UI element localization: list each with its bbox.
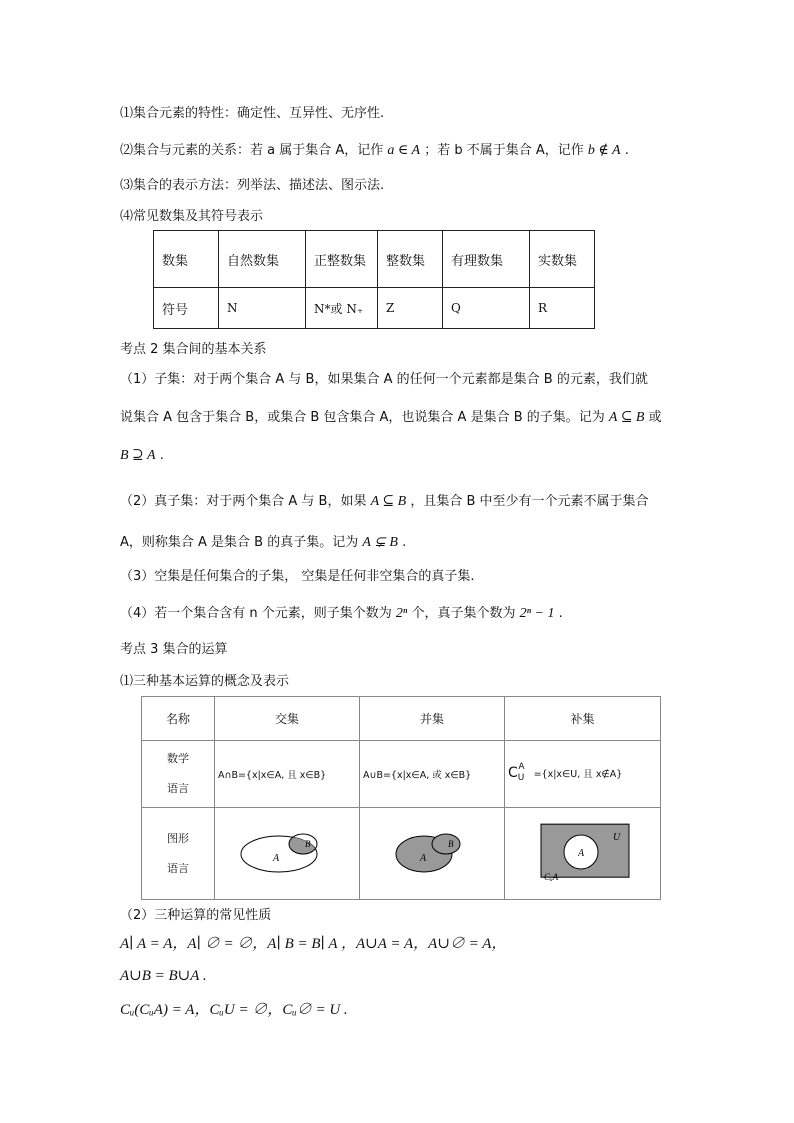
table-row — [142, 808, 661, 900]
proper-subset-line-1 — [120, 492, 649, 512]
table-header-cell: 数集 — [154, 231, 219, 288]
subset-para-line-3 — [120, 446, 164, 466]
venn-label-cua: CᵤA — [543, 872, 558, 882]
subset-para-line-2 — [120, 408, 662, 428]
proper-subset-text-c: A，则称集合 A 是集合 B 的真子集。记为 — [120, 535, 359, 550]
subset-para-line-1: （1）子集：对于两个集合 A 与 B，如果集合 A 的任何一个元素都是集合 B 的元素，我们就 — [120, 372, 648, 387]
text-line-1: ⑴集合元素的特性：确定性、互异性、无序性. — [120, 106, 385, 121]
table-header-cell: 有理数集 — [443, 231, 530, 288]
symbol-b-notin-A: b ∉ A — [587, 143, 621, 158]
venn-label-u: U — [612, 832, 620, 843]
union-venn-cell — [360, 808, 505, 900]
complement-sub-u: U — [517, 772, 525, 783]
intersection-venn-diagram — [217, 808, 358, 896]
label-line-2: 语言 — [167, 782, 189, 795]
table-header-cell: 整数集 — [378, 231, 443, 288]
table-cell: N — [219, 288, 306, 329]
symbol-A-subseteq-B: A ⊆ B — [608, 410, 645, 425]
label-line-1: 数学 — [167, 752, 189, 765]
table-header-cell: 名称 — [142, 697, 215, 741]
proper-subset-text-b: ，且集合 B 中至少有一个元素不属于集合 — [410, 494, 649, 509]
table-cell: Q — [443, 288, 530, 329]
subset-count-text-c: . — [558, 606, 563, 621]
property-line-3: Cᵤ(CᵤA) = A，CᵤU = ∅，Cᵤ∅ = U . — [120, 1002, 348, 1018]
operations-table — [141, 696, 661, 900]
table-header-cell: 实数集 — [530, 231, 595, 288]
label-line-1: 图形 — [167, 831, 189, 845]
period: . — [159, 448, 164, 463]
symbol-2-pow-n: 2ⁿ — [395, 606, 408, 621]
table-header-cell: 补集 — [505, 697, 661, 741]
table-header-cell: 正整数集 — [306, 231, 378, 288]
venn-label-b: B — [304, 839, 310, 849]
text-line-2 — [120, 141, 629, 161]
table-header-cell: 并集 — [360, 697, 505, 741]
table-cell: N*或 N₊ — [306, 288, 378, 329]
text-line-2-part-a: ⑵集合与元素的关系：若 a 属于集合 A，记作 — [120, 143, 384, 158]
text-line-3: ⑶集合的表示方法：列举法、描述法、图示法. — [120, 178, 385, 193]
symbol-A-subseteq-B-2: A ⊆ B — [370, 494, 407, 509]
venn-label-a: A — [272, 853, 279, 864]
number-sets-table — [153, 230, 595, 329]
table-header-cell: 自然数集 — [219, 231, 306, 288]
empty-set-line: （3）空集是任何集合的子集， 空集是任何非空集合的真子集. — [120, 569, 475, 584]
math-language-label — [142, 741, 215, 808]
section-2-title: 考点 2 集合间的基本关系 — [120, 342, 267, 357]
section-3-title: 考点 3 集合的运算 — [120, 642, 228, 657]
complement-venn-diagram — [507, 808, 659, 896]
operations-subtitle: ⑴三种基本运算的概念及表示 — [120, 674, 290, 689]
venn-label-b: B — [447, 839, 453, 849]
venn-label-a: A — [577, 848, 584, 859]
text-line-2-part-b: ；若 b 不属于集合 A，记作 — [424, 143, 584, 158]
text-line-2-part-c: . — [624, 143, 629, 158]
table-row — [142, 741, 661, 808]
label-line-2: 语言 — [167, 861, 189, 875]
property-line-1: A∣ A = A，A∣ ∅ = ∅，A∣ B = B∣ A ，A∪A = A，A∪∅ = A， — [120, 936, 507, 952]
subset-count-line — [120, 604, 563, 624]
complement-symbol-c: C — [508, 765, 518, 782]
table-cell: Z — [378, 288, 443, 329]
table-row-label: 符号 — [154, 288, 219, 329]
proper-subset-line-2 — [120, 533, 406, 553]
venn-set-b — [432, 834, 460, 854]
proper-subset-text-a: （2）真子集：对于两个集合 A 与 B，如果 — [120, 494, 367, 509]
symbol-a-in-A: a ∈ A — [387, 143, 421, 158]
subset-count-text-b: 个，真子集个数为 — [411, 606, 516, 621]
table-row — [154, 288, 595, 329]
period: . — [402, 535, 407, 550]
graph-language-label — [142, 808, 215, 900]
venn-label-a: A — [419, 853, 426, 864]
union-venn-diagram — [362, 808, 503, 896]
complement-venn-cell — [505, 808, 661, 900]
subset-or-text: 或 — [648, 410, 662, 425]
table-row — [142, 697, 661, 741]
symbol-B-supseteq-A: B ⊇ A — [120, 448, 156, 463]
complement-definition-text: ={x|x∈U, 且 x∉A} — [533, 769, 623, 781]
complement-sup-a: A — [518, 761, 525, 772]
complement-definition — [505, 741, 661, 808]
table-cell: R — [530, 288, 595, 329]
intersection-venn-cell — [215, 808, 360, 900]
union-definition: A∪B={x|x∈A, 或 x∈B} — [360, 741, 505, 808]
text-line-4: ⑷常见数集及其符号表示 — [120, 209, 264, 224]
property-line-2: A∪B = B∪A . — [120, 968, 207, 984]
symbol-2-pow-n-minus-1: 2ⁿ − 1 — [519, 606, 555, 621]
intersection-definition: A∩B={x|x∈A, 且 x∈B} — [215, 741, 360, 808]
subset-count-text-a: （4）若一个集合含有 n 个元素，则子集个数为 — [120, 606, 392, 621]
symbol-A-proper-subset-B: A ⊊ B — [362, 535, 398, 550]
subset-para-text: 说集合 A 包含于集合 B，或集合 B 包含集合 A，也说集合 A 是集合 B 的子集。记为 — [120, 410, 605, 425]
table-row — [154, 231, 595, 288]
properties-subtitle: （2）三种运算的常见性质 — [120, 908, 272, 923]
table-header-cell: 交集 — [215, 697, 360, 741]
